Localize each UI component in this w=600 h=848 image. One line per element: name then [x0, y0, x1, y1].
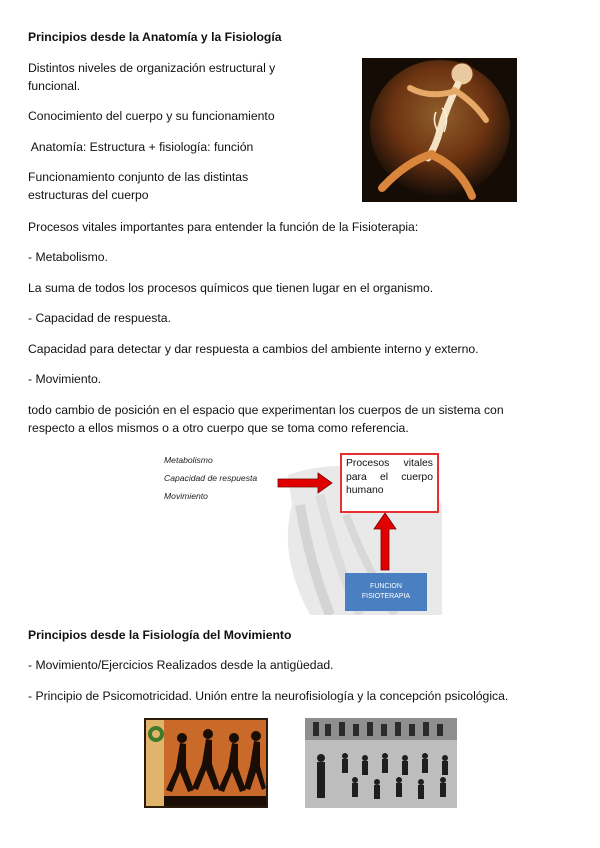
paragraph-anatomy-def: Anatomía: Estructura + fisiología: función	[28, 140, 254, 154]
list-item-metabolism: - Metabolismo.	[28, 250, 108, 264]
vital-processes-diagram	[160, 445, 442, 615]
paragraph-levels: Distintos niveles de organización estructural y funcional.	[28, 61, 276, 93]
paragraph-joint-function: Funcionamiento conjunto de las distintas estructuras del cuerpo	[28, 170, 249, 202]
diagram-label-metabolism: Metabolismo	[164, 455, 213, 465]
paragraph-movement-def: todo cambio de posición en el espacio que experimentan los cuerpos de un sistema con respecto a ellos mismos o a otro cuerpo que se toma como referencia.	[28, 403, 504, 435]
greek-vase-runners-image	[144, 718, 268, 808]
paragraph-response-def: Capacidad para detectar y dar respuesta a cambios del ambiente interno y externo.	[28, 342, 479, 356]
paragraph-vital-processes: Procesos vitales importantes para entender la función de la Fisioterapia:	[28, 220, 419, 234]
paragraph-metabolism-def: La suma de todos los procesos químicos que tienen lugar en el organismo.	[28, 281, 434, 295]
list-item-response: - Capacidad de respuesta.	[28, 311, 171, 325]
diagram-label-response: Capacidad de respuesta	[164, 473, 258, 483]
section-heading-movement: Principios desde la Fisiología del Movimiento	[28, 628, 292, 642]
anatomy-runner-image	[362, 58, 517, 202]
historical-gymnastics-photo	[305, 718, 457, 808]
diagram-physio-function-box: FUNCION FISIOTERAPIA	[345, 573, 427, 611]
list-item-antiquity: - Movimiento/Ejercicios Realizados desde la antigüedad.	[28, 658, 334, 672]
section-heading-anatomy: Principios desde la Anatomía y la Fisiología	[28, 30, 282, 44]
diagram-vital-processes-box: Procesos vitales para el cuerpo humano	[340, 453, 439, 513]
list-item-psychomotricity: - Principio de Psicomotricidad. Unión entre la neurofisiología y la concepción psicológica.	[28, 689, 509, 703]
list-item-movement: - Movimiento.	[28, 372, 102, 386]
diagram-label-movement: Movimiento	[164, 491, 208, 501]
paragraph-knowledge: Conocimiento del cuerpo y su funcionamiento	[28, 109, 275, 123]
